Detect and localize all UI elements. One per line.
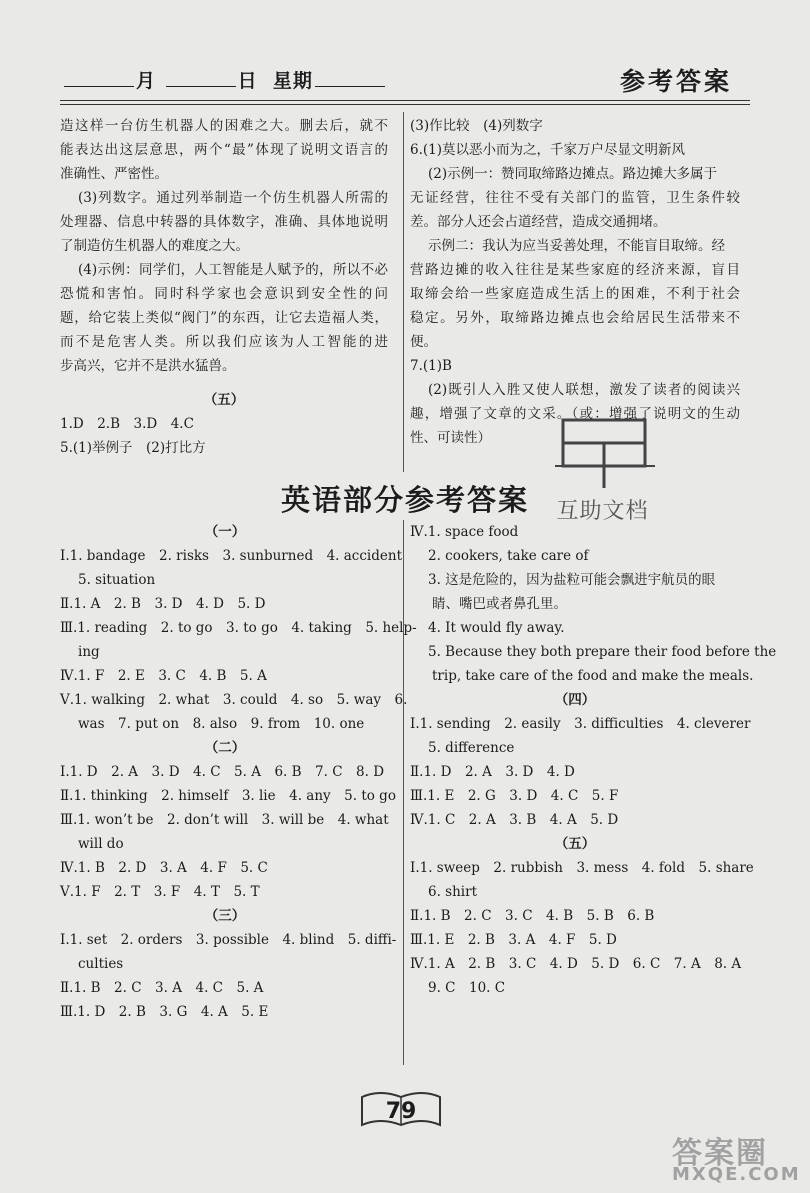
paragraph-line: (3)列数字。通过列举制造一个仿生机器人所需的 [78,190,388,206]
paragraph-line: 稳定。另外，取缔路边摊点也会给居民生活带来不 [410,310,740,326]
section-heading: （二） [204,740,246,756]
chinese-five-block [60,388,388,460]
paragraph-line: 取缔会给一些家庭造成生活上的困难，不利于社会 [410,286,740,302]
english-section-title: 英语部分参考答案 [280,483,529,517]
answer-line: Ⅴ.1. F 2. T 3. F 4. T 5. T [60,884,260,900]
answer-line: ing [78,644,100,660]
page-number-badge [356,1087,446,1135]
answer-line: Ⅳ.1. C 2. A 3. B 4. A 5. D [410,812,619,828]
paragraph-line: (3)作比较 (4)列数字 [410,118,543,134]
answer-line: Ⅳ.1. B 2. D 3. A 4. F 5. C [60,860,268,876]
page-title: 参考答案 [620,67,733,96]
answer-line: 5. difference [428,740,515,756]
header-rule-top [60,100,750,101]
answer-line: Ⅳ.1. space food [410,524,519,540]
answer-line: will do [78,836,124,852]
answer-line: 5.(1)举例子 (2)打比方 [60,440,206,456]
column-divider-top [403,112,404,472]
answer-line: Ⅰ.1. sweep 2. rubbish 3. mess 4. fold 5. share [410,860,754,876]
paragraph-line: 无证经营，往往不受有关部门的监管，卫生条件较 [410,190,740,206]
answer-line: was 7. put on 8. also 9. from 10. one [78,716,365,732]
corner-watermark [668,1128,808,1188]
answer-line: Ⅰ.1. D 2. A 3. D 4. C 5. A 6. B 7. C 8. D [60,764,385,780]
paragraph-line: 造这样一台仿生机器人的困难之大。删去后，就不 [60,118,388,134]
month-label: 月 [136,70,157,92]
day-label: 日 [237,70,258,92]
answer-line: 2. cookers, take care of [428,548,589,564]
english-right-column [410,520,777,1000]
answer-line: Ⅰ.1. set 2. orders 3. possible 4. blind 5. diffi- [60,932,397,948]
section-heading: （五） [554,836,596,852]
section-heading: （四） [554,692,596,708]
answer-line: Ⅱ.1. B 2. C 3. A 4. C 5. A [60,980,264,996]
answer-line: 1.D 2.B 3.D 4.C [60,416,194,432]
paragraph-line: 恐慌和害怕。同时科学家也会意识到安全性的问 [60,286,388,302]
paragraph-line: 性、可读性） [410,430,491,446]
answer-line: trip, take care of the food and make the meals. [432,668,754,684]
paragraph-line: 趣，增强了文章的文采。（或：增强了说明文的生动 [410,406,740,422]
paragraph-line: 6.(1)莫以恶小而为之，千家万户尽显文明新风 [410,142,686,158]
paragraph-line: 7.(1)B [410,358,452,374]
answer-line: Ⅱ.1. A 2. B 3. D 4. D 5. D [60,596,266,612]
answer-line: Ⅰ.1. sending 2. easily 3. difficulties 4. cleverer [410,716,751,732]
answer-line: Ⅴ.1. walking 2. what 3. could 4. so 5. way 6. [60,692,408,708]
answer-line: 5. Because they both prepare their food before the [428,644,777,660]
answer-line: 9. C 10. C [428,980,506,996]
paragraph-line: 能表达出这层意思，两个“最”体现了说明文语言的 [60,142,388,158]
answer-line: 睛、嘴巴或者鼻孔里。 [432,596,567,612]
answer-line: 4. It would fly away. [428,620,565,636]
answer-line: 3. 这是危险的，因为盐粒可能会飘进宇航员的眼 [428,572,716,588]
week-label: 星期 [272,70,313,92]
section-heading: （一） [204,524,246,540]
section-heading: （三） [204,908,246,924]
answer-line: Ⅳ.1. F 2. E 3. C 4. B 5. A [60,668,267,684]
paragraph-line: 了制造仿生机器人的难度之大。 [60,238,249,254]
paragraph-line: 题，给它装上类似“阀门”的东西，让它去造福人类， [60,310,388,326]
answer-line: Ⅱ.1. D 2. A 3. D 4. D [410,764,575,780]
paragraph-line: 差。部分人还会占道经营，造成交通拥堵。 [410,214,667,230]
english-left-column [60,520,417,1024]
column-divider-bottom [403,520,404,1065]
paragraph-line: (2)既引人入胜又使人联想，激发了读者的阅读兴 [428,382,740,398]
answer-line: Ⅲ.1. reading 2. to go 3. to go 4. taking 5. help- [60,620,417,636]
answer-line: Ⅲ.1. E 2. G 3. D 4. C 5. F [410,788,619,804]
answer-line: Ⅰ.1. bandage 2. risks 3. sunburned 4. accident [60,548,402,564]
stamp-graphic [545,400,660,495]
answer-line: Ⅱ.1. thinking 2. himself 3. lie 4. any 5. to go [60,788,396,804]
paragraph-line: 营路边摊的收入往往是某些家庭的经济来源，盲目 [410,262,740,278]
answer-line: 5. situation [78,572,156,588]
paragraph-line: 便。 [410,334,437,350]
section-heading: （五） [203,392,245,408]
paragraph-line: 示例二：我认为应当妥善处理，不能盲目取缔。经 [428,238,725,254]
stamp-text: 互助文档 [556,499,649,524]
date-line [62,66,387,93]
header-rule-bottom [60,104,750,105]
answer-line: culties [78,956,124,972]
answer-line: 6. shirt [428,884,477,900]
corner-watermark-text: 答案圈 [672,1136,768,1171]
answer-line: Ⅲ.1. E 2. B 3. A 4. F 5. D [410,932,617,948]
paragraph-line: (4)示例：同学们，人工智能是人赋予的，所以不必 [78,262,388,278]
answer-line: Ⅳ.1. A 2. B 3. C 4. D 5. D 6. C 7. A 8. A [410,956,742,972]
watermark-stamp [545,400,660,524]
chinese-left-column [60,114,388,378]
answer-line: Ⅲ.1. D 2. B 3. G 4. A 5. E [60,1004,269,1020]
paragraph-line: 而不是危害人类。所以我们应该为人工智能的进 [60,334,388,350]
answer-line: Ⅲ.1. won’t be 2. don’t will 3. will be 4. what [60,812,389,828]
paragraph-line: 处理器、信息中转器的具体数字，准确、具体地说明 [60,214,388,230]
paragraph-line: 准确性、严密性。 [60,166,168,182]
paragraph-line: (2)示例一：赞同取缔路边摊点。路边摊大多属于 [428,166,718,182]
page-number: 79 [385,1099,417,1124]
answer-line: Ⅱ.1. B 2. C 3. C 4. B 5. B 6. B [410,908,655,924]
corner-watermark-url: MXQE.COM [672,1164,801,1185]
paragraph-line: 步高兴，它并不是洪水猛兽。 [60,358,236,374]
